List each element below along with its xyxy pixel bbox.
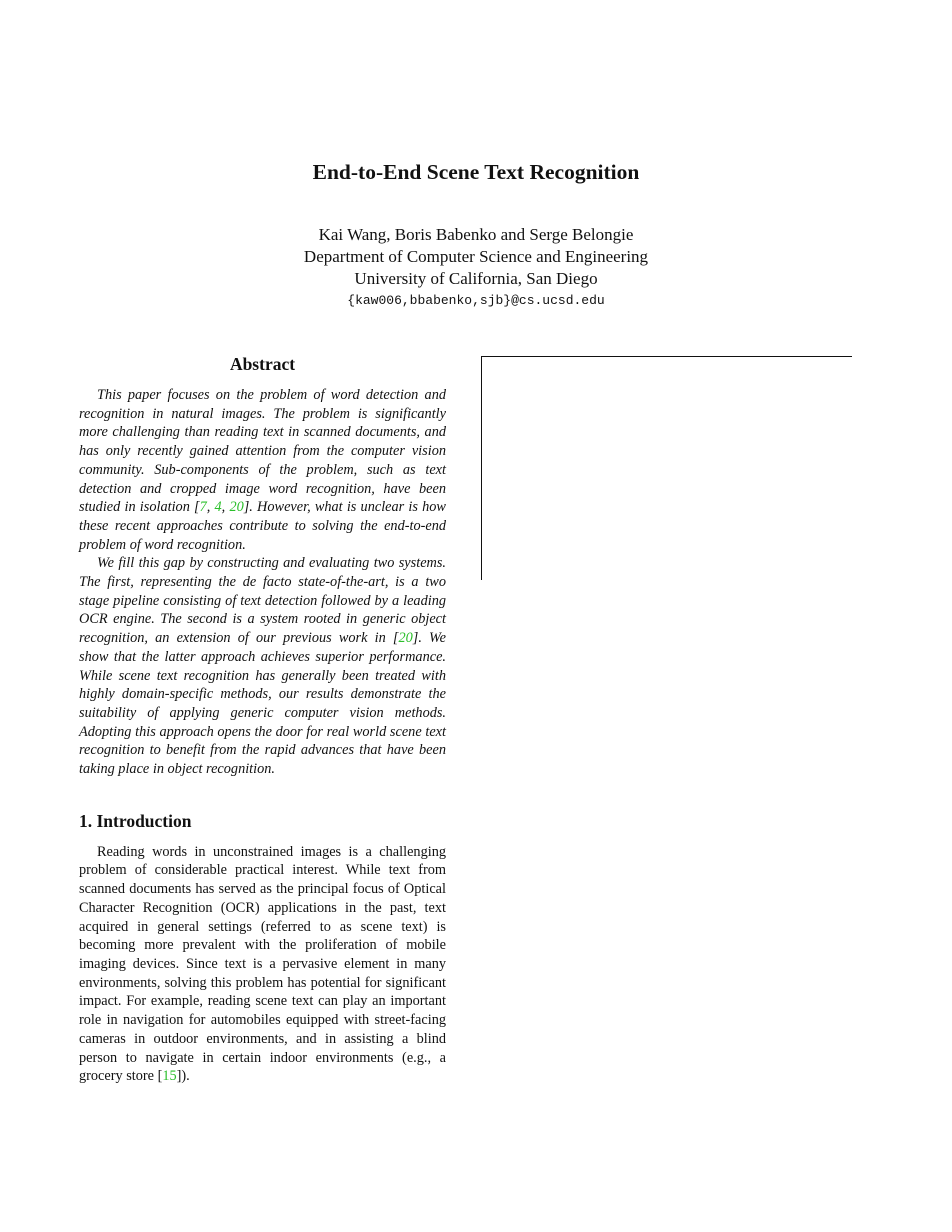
abstract-paragraph xyxy=(79,386,446,554)
citation-link[interactable]: 15 xyxy=(162,1068,177,1085)
text-run: ]). xyxy=(176,1068,190,1085)
citation-link[interactable]: 20 xyxy=(229,499,244,516)
figure-frame xyxy=(481,356,852,580)
introduction-paragraph xyxy=(79,843,446,1086)
section-heading-introduction: 1. Introduction xyxy=(79,810,192,831)
text-run: Reading words in unconstrained images is a challenging problem of considerable practical interest. While text from scanned documents has served as the principal focus of Optical Character Recognition (OCR) applications in the past, text acquired in general settings (referred to as scene text) is becoming more prevalent with the proliferation of mobile imaging devices. Since text is a pervasive element in many environments, solving this problem has potential for significant impact. For example, reading scene text can play an important role in navigation for automobiles equipped with street-facing cameras in outdoor environments, and in assisting a blind person to navigate in certain indoor environments (e.g., a grocery store [ xyxy=(79,843,446,1085)
abstract-paragraph xyxy=(79,554,446,778)
text-run: , xyxy=(206,499,215,516)
citation-link[interactable]: 20 xyxy=(398,630,413,647)
text-run: This paper focuses on the problem of word detection and recognition in natural images. The problem is significantly more challenging than reading text in scanned documents, and has only recently gained attention from the computer vision community. Sub-components of the problem, such as text detection and cropped image word recognition, have been studied in isolation [ xyxy=(79,387,446,516)
text-run: ]. We show that the latter approach achieves superior performance. While scene text recognition has generally been treated with highly domain-specific methods, our results demonstrate the suitability of applying generic computer vision methods. Adopting this approach opens the door for real world scene text recognition to benefit from the rapid advances that have been taking place in object recognition. xyxy=(79,630,447,778)
author-email: {kaw006,bbabenko,sjb}@cs.ucsd.edu xyxy=(347,293,605,308)
citation-link[interactable]: 7 xyxy=(199,499,207,516)
text-run: ]. However, what is unclear is how these recent approaches contribute to solving the end-to-end problem of word recognition. xyxy=(79,499,446,553)
author-names: Kai Wang, Boris Babenko and Serge Belongie xyxy=(318,225,634,244)
paper-title: End-to-End Scene Text Recognition xyxy=(312,160,640,184)
department: Department of Computer Science and Engineering xyxy=(303,247,649,266)
text-run: We fill this gap by constructing and evaluating two systems. The first, representing the de facto state-of-the-art, is a two stage pipeline consisting of text detection followed by a leading OCR engine. The second is a system rooted in generic object recognition, an extension of our previous work in [ xyxy=(79,555,446,647)
left-column xyxy=(79,352,446,1086)
author-block xyxy=(0,224,952,312)
university: University of California, San Diego xyxy=(354,269,598,288)
text-run: , xyxy=(221,499,230,516)
citation-link[interactable]: 4 xyxy=(214,499,222,516)
abstract-body xyxy=(79,386,446,779)
abstract-heading: Abstract xyxy=(229,354,296,374)
